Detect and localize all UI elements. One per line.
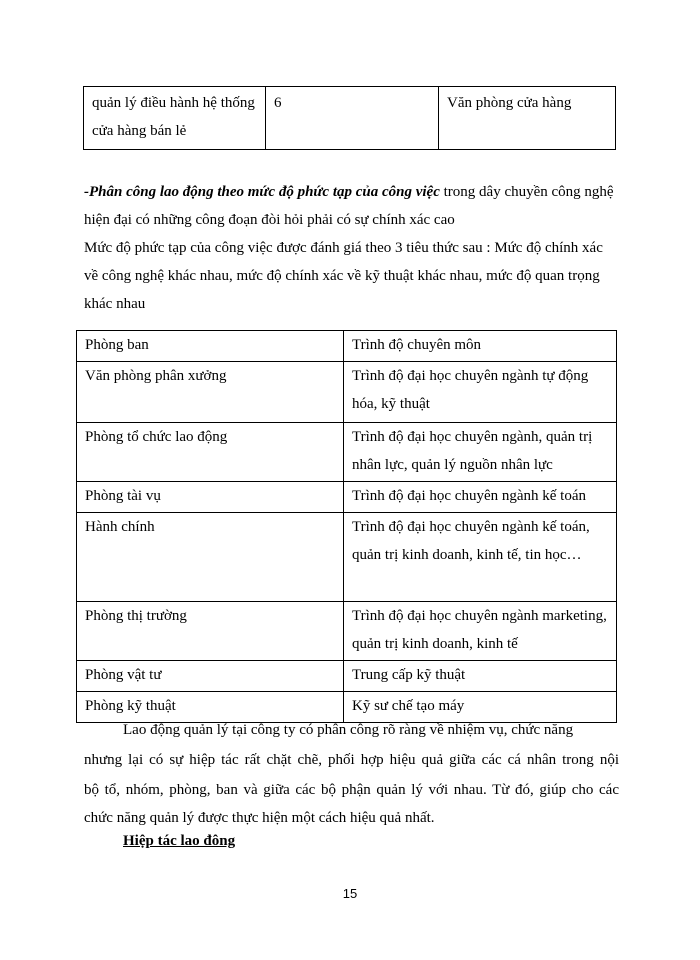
department-table (76, 330, 617, 723)
paragraph-line: Lao động quản lý tại công ty có phân công rõ ràng về nhiệm vụ, chức năng (123, 722, 574, 738)
table-cell: Trình độ đại học chuyên ngành tự động hóa, kỹ thuật (344, 362, 617, 423)
table-row (77, 513, 617, 602)
table-row (84, 87, 616, 150)
table-cell: Kỹ sư chế tạo máy (344, 692, 617, 723)
paragraph-criteria: Mức độ phức tạp của công việc được đánh giá theo 3 tiêu thức sau : Mức độ chính xác về công nghệ khác nhau, mức độ chính xác về kỹ thuật khác nhau, mức độ quan trọng khác nhau (84, 240, 603, 312)
paragraph-text: trong dây chuyền công nghệ hiện đại có những công đoạn đòi hỏi phải có sự chính xác cao (84, 184, 614, 228)
section-heading: Hiệp tác lao đông (123, 833, 236, 849)
table-cell: Văn phòng phân xưởng (77, 362, 344, 423)
table-row (77, 423, 617, 482)
table-cell: Trình độ đại học chuyên ngành marketing, quản trị kinh doanh, kinh tế (344, 602, 617, 661)
table-cell: Phòng vật tư (77, 661, 344, 692)
table-cell: 6 (266, 87, 439, 150)
table-row (77, 482, 617, 513)
paragraph-line: nhưng lại có sự hiệp tác rất chặt chẽ, phối hợp hiệu quả giữa các cá nhân trong nội (84, 752, 619, 768)
table-row (77, 362, 617, 423)
table-cell: Trình độ đại học chuyên ngành kế toán (344, 482, 617, 513)
table-cell: Phòng kỹ thuật (77, 692, 344, 723)
table-row (77, 602, 617, 661)
table-row (77, 661, 617, 692)
table-cell: Phòng thị trường (77, 602, 344, 661)
paragraph-line: chức năng quản lý được thực hiện một cách hiệu quả nhất. (84, 810, 435, 826)
table-cell: Trung cấp kỹ thuật (344, 661, 617, 692)
column-header-qualification: Trình độ chuyên môn (344, 331, 617, 362)
paragraph-line: bộ tổ, nhóm, phòng, ban và giữa các bộ phận quản lý với nhau. Từ đó, giúp cho các (84, 782, 619, 798)
column-header-department: Phòng ban (77, 331, 344, 362)
table-header-row (77, 331, 617, 362)
page-number: 15 (342, 886, 358, 901)
table-cell: Hành chính (77, 513, 344, 602)
emphasis-text: -Phân công lao động theo mức độ phức tạp của công việc (84, 184, 440, 200)
table-cell: Trình độ đại học chuyên ngành, quản trị nhân lực, quản lý nguồn nhân lực (344, 423, 617, 482)
table-cell: Trình độ đại học chuyên ngành kế toán, quản trị kinh doanh, kinh tế, tin học… (344, 513, 617, 602)
table-cell: quản lý điều hành hệ thống cửa hàng bán lẻ (84, 87, 266, 150)
table-cell: Phòng tài vụ (77, 482, 344, 513)
table-cell: Phòng tổ chức lao động (77, 423, 344, 482)
table-cell: Văn phòng cửa hàng (439, 87, 616, 150)
top-table (83, 86, 616, 150)
paragraph-division-complexity (84, 178, 620, 234)
